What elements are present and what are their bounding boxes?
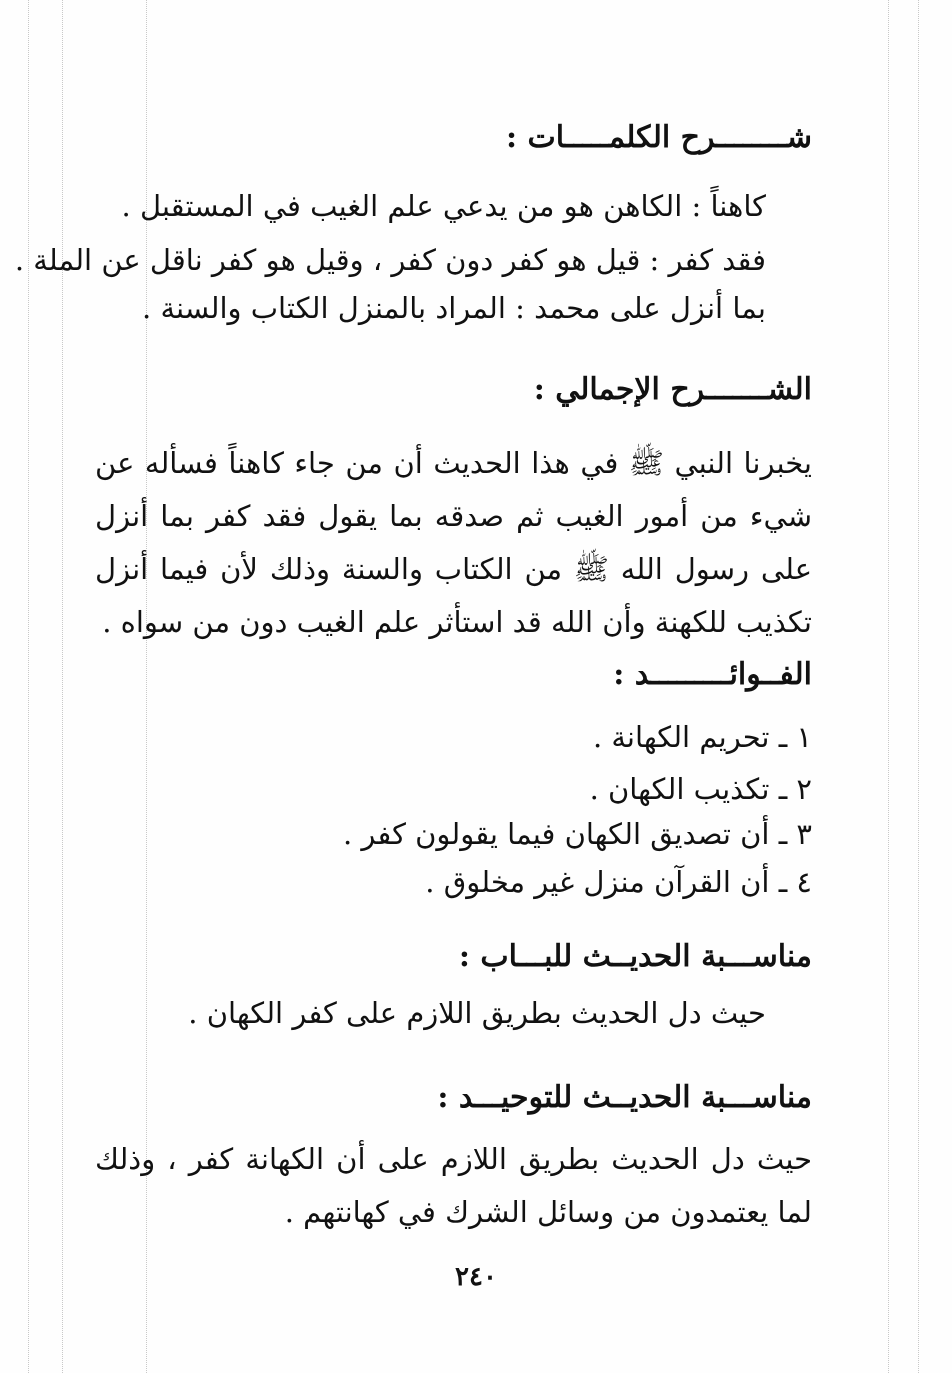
benefit-item: ٢ ـ تكذيب الكهان .: [589, 772, 812, 806]
benefit-item: ٣ ـ أن تصديق الكهان فيما يقولون كفر .: [342, 817, 812, 851]
benefit-item: ٤ ـ أن القرآن منزل غير مخلوق .: [425, 865, 812, 899]
general-paragraph: يخبرنا النبي ﷺ في هذا الحديث أن من جاء كاهناً فسأله عن شيء من أمور الغيب ثم صدقه بما يقول فقد كفر بما أنزل على رسول الله ﷺ من الكتاب والسنة وذلك لأن فيما أنزل تكذيب للكهنة وأن الله قد استأثر علم الغيب دون من سواه .: [95, 446, 812, 639]
scan-guide-line: [888, 0, 889, 1373]
word-item: بما أنزل على محمد : المراد بالمنزل الكتاب والسنة .: [142, 291, 766, 325]
chapter-text: حيث دل الحديث بطريق اللازم على كفر الكهان .: [188, 996, 766, 1030]
words-heading: شــــــــرح الكلمـــــات :: [506, 120, 812, 155]
word-item: فقد كفر : قيل هو كفر دون كفر ، وقيل هو كفر ناقل عن الملة .: [14, 243, 766, 277]
tawhid-paragraph: حيث دل الحديث بطريق اللازم على أن الكهانة كفر ، وذلك لما يعتمدون من وسائل الشرك في كهانتهم .: [95, 1142, 812, 1229]
scan-guide-line: [62, 0, 63, 1373]
benefits-heading: الفــوائـــــــــد :: [613, 657, 812, 692]
page-number: ٢٤٠: [455, 1262, 497, 1292]
chapter-heading: مناســـبة الحديــث للبـــاب :: [458, 939, 812, 974]
scan-guide-line: [28, 0, 29, 1373]
word-item: كاهناً : الكاهن هو من يدعي علم الغيب في المستقبل .: [121, 189, 766, 223]
tawhid-heading: مناســـبة الحديــث للتوحيـــد :: [437, 1080, 812, 1115]
benefit-item: ١ ـ تحريم الكهانة .: [592, 720, 812, 754]
scan-guide-line: [918, 0, 919, 1373]
general-heading: الشـــــــرح الإجمالي :: [533, 372, 812, 407]
